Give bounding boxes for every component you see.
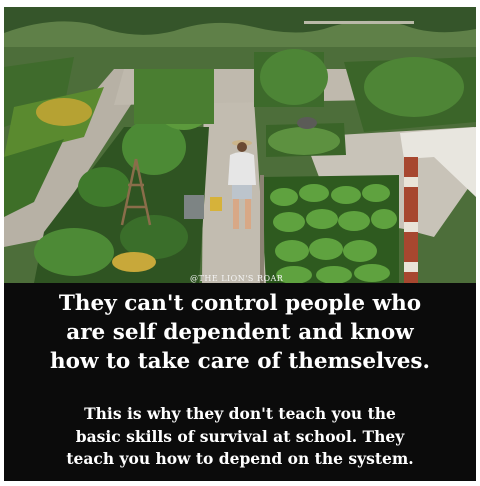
- bucket-yellow: [210, 197, 222, 211]
- plant-cluster-4: [34, 228, 114, 276]
- meme-frame: [4, 7, 476, 481]
- greenhouse-post-stripe-1: [404, 177, 418, 187]
- bed-border-wood: [260, 175, 264, 283]
- planter-pot: [297, 117, 317, 129]
- marigold-patch: [112, 252, 156, 272]
- greenhouse-post-stripe-2: [404, 222, 418, 232]
- headline: [4, 289, 476, 376]
- headline-line-1: They can't control people who: [58, 291, 422, 316]
- tall-plants-right: [364, 57, 464, 117]
- headline-line-2: are self dependent and know: [66, 320, 414, 345]
- subtext-line-2: basic skills of survival at school. They: [75, 426, 405, 446]
- bucket-gray: [184, 195, 204, 219]
- distant-fence: [304, 21, 414, 24]
- flower-patch: [36, 98, 92, 126]
- subtext-line-1: This is why they don't teach you the: [84, 404, 396, 423]
- bush-top-right: [260, 49, 328, 105]
- greenhouse-post-stripe-3: [404, 262, 418, 272]
- watermark-text: @THE LION'S ROAR: [190, 274, 284, 283]
- headline-line-3: how to take care of themselves.: [50, 349, 430, 374]
- plant-cluster-3: [78, 167, 130, 207]
- herb-patch: [268, 127, 340, 155]
- subtext: [4, 403, 476, 471]
- bed-center-top: [134, 69, 214, 124]
- subtext-line-3: teach you how to depend on the system.: [66, 449, 414, 468]
- garden-photo: [4, 7, 476, 283]
